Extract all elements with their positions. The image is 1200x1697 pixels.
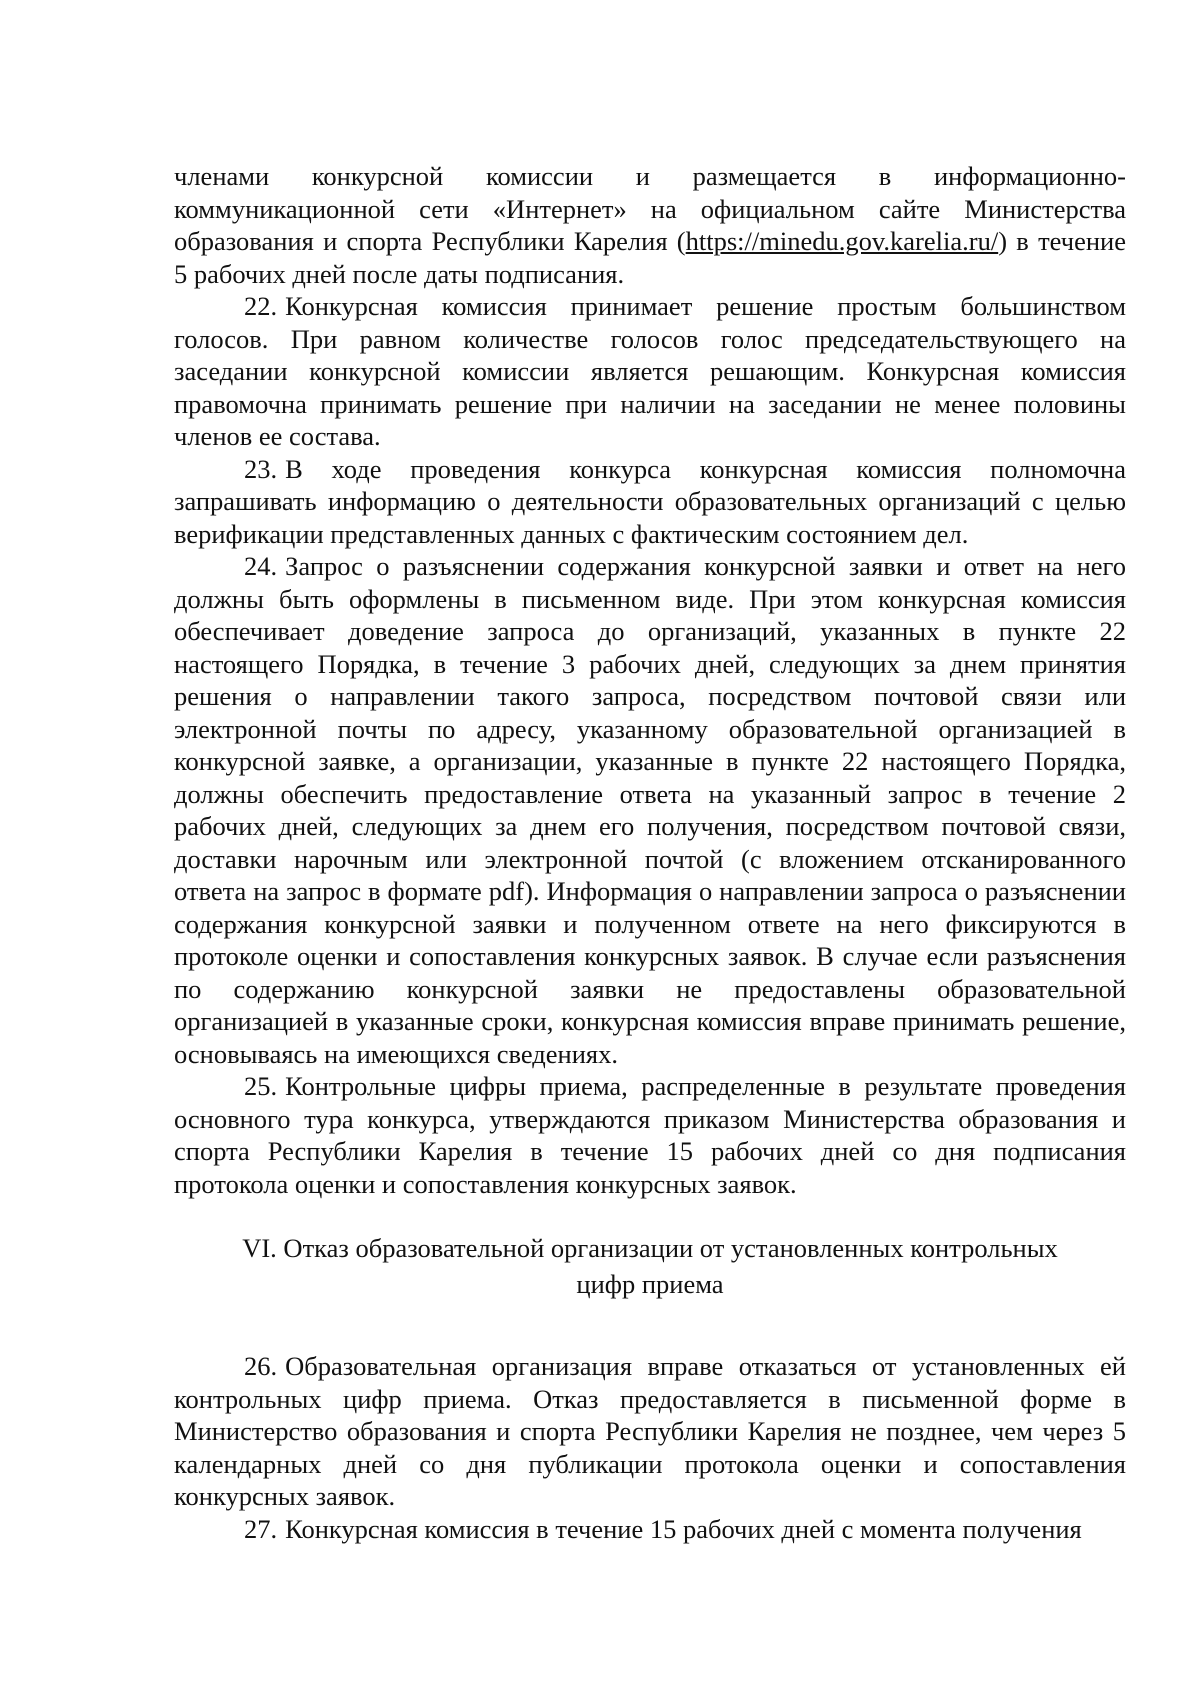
paragraph-number: 22.: [244, 291, 278, 321]
paragraph-number: 27.: [244, 1513, 278, 1544]
paragraph-text: членами конкурсной комиссии и размещается в информационно-коммуникационной сети «Интернет» на официальном сайте Министерства образования и спорта Республики Карелия (: [174, 161, 1126, 256]
paragraph-24: [174, 550, 1126, 1070]
paragraph-26: [174, 1350, 1126, 1513]
paragraph-text: В ходе проведения конкурса конкурсная комиссия полномочна запрашивать информацию о деятельности образовательных организаций с целью верификации представленных данных с фактическим состоянием дел.: [174, 453, 1126, 549]
paragraph-text: Запрос о разъяснении содержания конкурсной заявки и ответ на него должны быть оформлены в письменном виде. При этом конкурсная комиссия обеспечивает доведение запроса до организаций, указанных в пункте 22 настоящего Порядка, в течение 3 рабочих дней, следующих за днем принятия решения о направлении такого запроса, посредством почтовой связи или электронной почты по адресу, указанному образовательной организацией в конкурсной заявке, а организации, указанные в пункте 22 настоящего Порядка, должны обеспечить предоставление ответа на указанный запрос в течение 2 рабочих дней, следующих за днем его получения, посредством почтовой связи, доставки нарочным или электронной почтой (с вложением отсканированного ответа на запрос в формате pdf). Информация о направлении запроса о разъяснении содержания конкурсной заявки и полученном ответе на него фиксируются в протоколе оценки и сопоставления конкурсных заявок. В случае если разъяснения по содержанию конкурсной заявки не предоставлены образовательной организацией в указанные сроки, конкурсная комиссия вправе принимать решение, основываясь на имеющихся сведениях.: [174, 551, 1126, 1069]
paragraph-23: [174, 453, 1126, 551]
paragraph-continuation: [174, 160, 1126, 290]
paragraph-number: 23.: [244, 453, 278, 484]
paragraph-25: [174, 1070, 1126, 1200]
section-spacer: [174, 1302, 1126, 1350]
paragraph-text: Контрольные цифры приема, распределенные в результате проведения основного тура конкурса, утверждаются приказом Министерства образования и спорта Республики Карелия в течение 15 рабочих дней со дня подписания протокола оценки и сопоставления конкурсных заявок.: [174, 1071, 1126, 1199]
paragraph-number: 25.: [244, 1071, 278, 1101]
paragraph-text: Конкурсная комиссия принимает решение простым большинством голосов. При равном количестве голосов голос председательствующего на заседании конкурсной комиссии является решающим. Конкурсная комиссия правомочна принимать решение при наличии на заседании не менее половины членов ее состава.: [174, 291, 1126, 451]
section-heading-line-2: цифр приема: [576, 1269, 724, 1299]
paragraph-22: [174, 290, 1126, 453]
paragraph-27: [174, 1513, 1126, 1546]
paragraph-number: 26.: [244, 1351, 278, 1381]
paragraph-text: Образовательная организация вправе отказаться от установленных ей контрольных цифр приема. Отказ предоставляется в письменной форме в Министерство образования и спорта Республики Карелия не позднее, чем через 5 календарных дней со дня публикации протокола оценки и сопоставления конкурсных заявок.: [174, 1351, 1126, 1511]
section-heading: [174, 1230, 1126, 1302]
paragraph-text: Конкурсная комиссия в течение 15 рабочих дней с момента получения: [285, 1513, 1082, 1544]
paragraph-text: ) в течение 5 рабочих дней после даты подписания.: [174, 226, 1126, 289]
paragraph-number: 24.: [244, 551, 278, 581]
document-body: [174, 160, 1126, 1545]
section-heading-line-1: VI. Отказ образовательной организации от установленных контрольных: [242, 1233, 1058, 1263]
ministry-website-link[interactable]: https://minedu.gov.karelia.ru/: [685, 226, 999, 256]
